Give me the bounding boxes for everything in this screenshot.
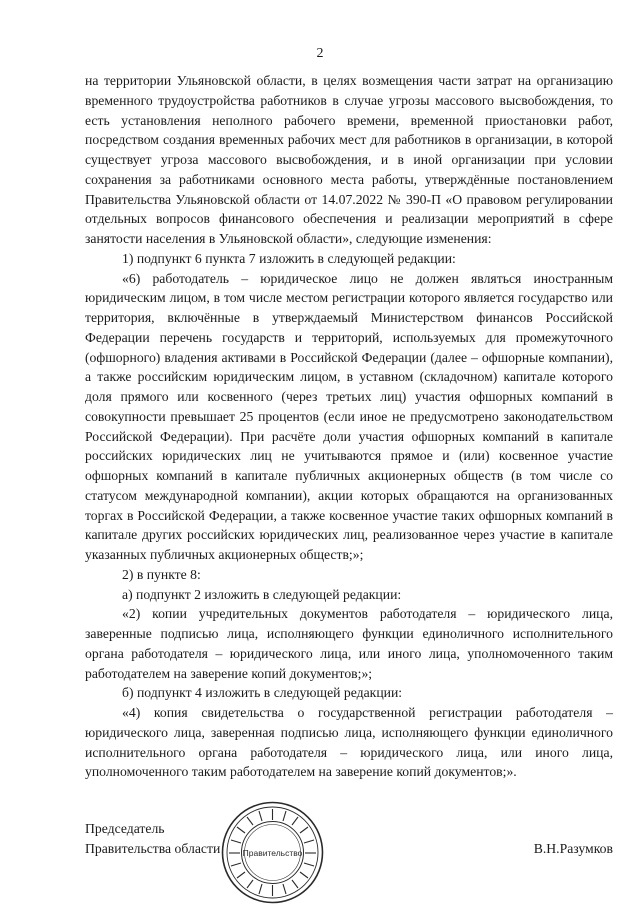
signer-name: В.Н.Разумков (533, 841, 613, 856)
paragraph-item-1: 1) подпункт 6 пункта 7 изложить в следующей редакции: (122, 250, 456, 266)
signer-title-line1: Председатель (85, 821, 165, 836)
paragraph-item-2: 2) в пункте 8: (122, 566, 201, 582)
paragraph-item-2a: а) подпункт 2 изложить в следующей редакции: (122, 586, 402, 602)
signature-block (85, 819, 613, 859)
official-seal-stamp (220, 800, 325, 905)
seal-center-text: Правительство (242, 848, 303, 858)
paragraph-item-2b: б) подпункт 4 изложить в следующей редакции: (122, 685, 403, 701)
paragraph-subitem-4-text: «4) копия свидетельства о государственной регистрации работодателя – юридического лица, заверенная подписью лица, исполняющего функции единоличного исполнительного органа работодателя – юридического лица, или иного лица, уполномоченного таким работодателем на заверение копий документов;». (85, 705, 613, 780)
paragraph-subitem-2-text: «2) копии учредительных документов работодателя – юридического лица, заверенные подписью лица, исполняющего функции единоличного исполнительного органа работодателя – юридического лица, или иного лица, уполномоченного таким работодателем на заверение копий документов;»; (85, 606, 613, 681)
page-number: 2 (316, 46, 324, 61)
document-body (85, 71, 613, 782)
paragraph-intro: на территории Ульяновской области, в целях возмещения части затрат на организацию временного трудоустройства работников в случае угрозы массового высвобождения, то есть установления неполного рабочего времени, временной приостановки работ, посредством создания временных рабочих мест для работников в организации, в которой существует угроза массового высвобождения, и в иной организации при условии сохранения за работниками основного места работы, утверждённые постановлением Правительства Ульяновской области от 14.07.2022 № 390-П «О правовом регулировании отдельных вопросов финансового обеспечения и реализации мероприятий в сфере занятости населения в Ульяновской области», следующие изменения: (85, 73, 613, 246)
signer-title-line2: Правительства области (85, 841, 221, 856)
paragraph-subitem-6: «6) работодатель – юридическое лицо не должен являться иностранным юридическим лицом, в том числе местом регистрации которого является государство или территория, включённые в утверждаемый Министерством финансов Российской Федерации перечень государств и территорий, используемых для промежуточного (офшорного) владения активами в Российской Федерации (далее – офшорные компании), а также российским юридическим лицом, в уставном (складочном) капитале которого доля прямого или косвенного (через третьих лиц) участия офшорных компаний в совокупности превышает 25 процентов (если иное не предусмотрено законодательством Российской Федерации). При расчёте доли участия офшорных компаний в капитале российских юридических лиц не учитываются прямое и (или) косвенное участие офшорных компаний в капитале публичных акционерных обществ (в том числе со статусом международной компании), акции которых обращаются на организованных торгах в Российской Федерации, а также косвенное участие таких офшорных компаний в капитале других российских юридических лиц, реализованное через участие в капитале указанных публичных акционерных обществ;»; (85, 270, 613, 562)
